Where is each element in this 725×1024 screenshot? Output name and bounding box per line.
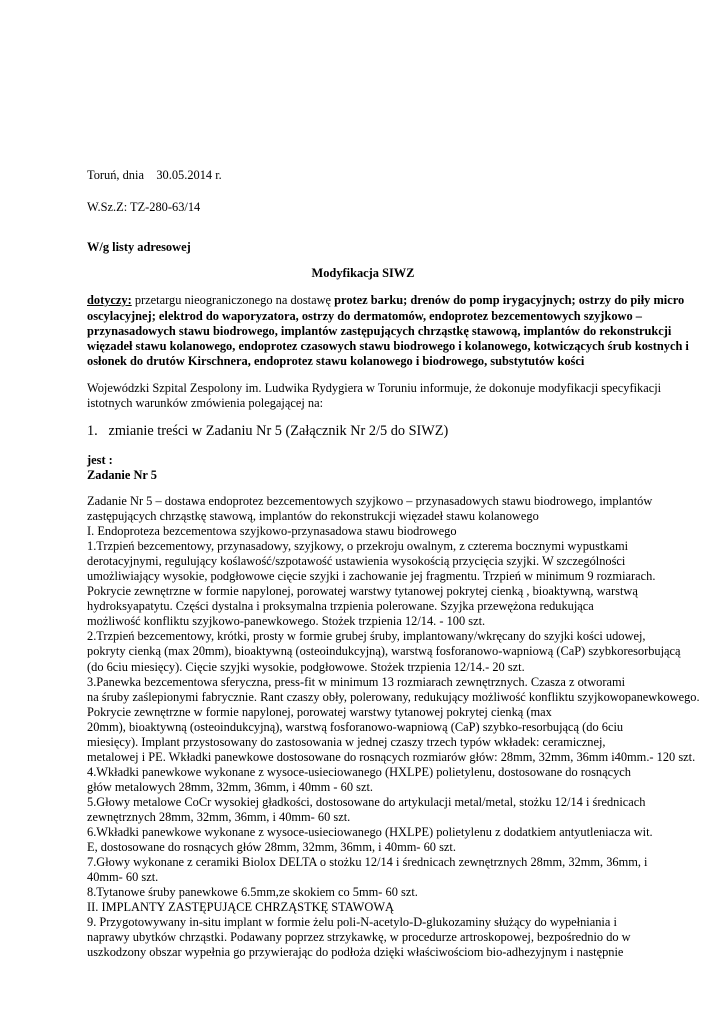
list-item-text: zmianie treści w Zadaniu Nr 5 (Załącznik Nr 2/5 do SIWZ)	[108, 423, 449, 439]
subject-line-3: przynasadowych stawu biodrowego, implantów zastępujących chrząstkę stawową, implantów do rekonstrukcji	[87, 324, 672, 338]
recipients-line: W/g listy adresowej	[87, 240, 191, 254]
body-line: hydroksyapatytu. Części dystalna i proksymalna trzpienia polerowane. Szyjka przewężona redukująca	[87, 599, 594, 614]
list-item-number: 1.	[87, 423, 98, 439]
body-line: miesięcy). Implant przystosowany do zastosowania w jednej czaszy trzech typów wkładek: ceramicznej,	[87, 734, 606, 749]
body-line: 1.Trzpień bezcementowy, przynasadowy, szyjkowy, o przekroju owalnym, z czterema bocznymi wypustkami	[87, 539, 629, 554]
body-line: Pokrycie zewnętrzne w formie napylonej, porowatej warstwy tytanowej pokrytej cienką , bioaktywną, warstwą	[87, 584, 638, 599]
body-line: (do 6ciu miesięcy). Cięcie szyjki wysokie, podgłowowe. Stożek trzpienia 12/14.- 20 szt.	[87, 659, 525, 674]
body-line: 8.Tytanowe śruby panewkowe 6.5mm,ze skokiem co 5mm- 60 szt.	[87, 885, 418, 900]
document-title: Modyfikacja SIWZ	[311, 266, 415, 280]
body-line: głów metalowych 28mm, 32mm, 36mm, i 40mm - 60 szt.	[87, 779, 373, 794]
zadanie-heading: Zadanie Nr 5	[87, 468, 157, 482]
document-date: 30.05.2014 r.	[156, 168, 222, 182]
list-item	[87, 424, 448, 439]
body-line: II. IMPLANTY ZASTĘPUJĄCE CHRZĄSTKĘ STAWOWĄ	[87, 900, 394, 915]
body-line: 3.Panewka bezcementowa sferyczna, press-fit w minimum 13 rozmiarach zewnętrznych. Czasza z otworami	[87, 674, 626, 689]
info-line-2: istotnych warunków zmówienia polegającej na:	[87, 396, 324, 410]
body-line: 20mm), bioaktywną (osteoindukcyjną), warstwą fosforanowo-wapniową (CaP) szybko-resorbującą (do 6ciu	[87, 719, 624, 734]
body-line: na śruby zaślepionymi fabrycznie. Rant czaszy obły, polerowany, redukujący możliwość konfliktu szyjkowopanewkowego.	[87, 689, 700, 704]
body-line: metalowej i PE. Wkładki panewkowe dostosowane do rosnących rozmiarów głów: 28mm, 32mm, 36mm i40mm.- 120 szt.	[87, 749, 696, 764]
body-line: 40mm- 60 szt.	[87, 870, 159, 885]
body-line: E, dostosowane do rosnących głów 28mm, 32mm, 36mm, i 40mm- 60 szt.	[87, 840, 456, 855]
body-line: możliwość konfliktu szyjkowo-panewkowego. Stożek trzpienia 12/14. - 100 szt.	[87, 614, 486, 629]
body-line: uszkodzony obszar wypełnia go przywierając do podłoża dzięki właściwościom bio-adhezyjnym i następnie	[87, 945, 624, 960]
subject-intro: przetargu nieograniczonego na dostawę	[131, 293, 335, 307]
place-date-prefix: Toruń, dnia	[87, 168, 144, 182]
subject-label: dotyczy:	[87, 293, 132, 307]
jest-label: jest :	[87, 453, 113, 467]
body-line: zastępujących chrząstkę stawową, implantów do rekonstrukcji więzadeł stawu kolanowego	[87, 509, 539, 524]
body-line: pokryty cienką (max 20mm), bioaktywną (osteoindukcyjną), warstwą fosforanowo-wapniową (CaP) szybkoresorbującą	[87, 644, 681, 659]
body-line: Zadanie Nr 5 – dostawa endoprotez bezcementowych szyjkowo – przynasadowych stawu biodrowego, implantów	[87, 494, 653, 508]
body-line: 2.Trzpień bezcementowy, krótki, prosty w formie grubej śruby, implantowany/wkręcany do szyjki kości udowej,	[87, 629, 646, 644]
body-line: 9. Przygotowywany in-situ implant w formie żelu poli-N-acetylo-D-glukozaminy służący do wypełniania i	[87, 915, 617, 930]
body-line: naprawy ubytków chrząstki. Podawany poprzez strzykawkę, w procedurze artroskopowej, bezpośrednio do w	[87, 930, 631, 945]
info-line-1: Wojewódzki Szpital Zespolony im. Ludwika Rydygiera w Toruniu informuje, że dokonuje modyfikacji specyfikacji	[87, 381, 662, 395]
subject-line-1: protez barku; drenów do pomp irygacyjnych; ostrzy do piły micro	[334, 293, 685, 307]
body-line: zewnętrznych 28mm, 32mm, 36mm, i 40mm- 60 szt.	[87, 809, 351, 824]
body-line: derotacyjnymi, regulujący koślawość/szpotawość ustawienia wysokością przycięcia szyjki. W szczególności	[87, 554, 626, 569]
specification-body	[87, 494, 700, 960]
body-line: 5.Głowy metalowe CoCr wysokiej gładkości, dostosowane do artykulacji metal/metal, stożku 12/14 i średnicach	[87, 794, 646, 809]
subject-line-2: oscylacyjnej; elektrod do waporyzatora, ostrzy do dermatomów, endoprotez bezcementowych szyjkowo –	[87, 309, 642, 323]
body-line: 6.Wkładki panewkowe wykonane z wysoce-usieciowanego (HXLPE) polietylenu z dodatkiem antyutleniacza wit.	[87, 825, 653, 840]
subject-line-5: osłonek do drutów Kirschnera, endoprotez stawu kolanowego i biodrowego, substytutów kości	[87, 354, 585, 368]
body-line: 4.Wkładki panewkowe wykonane z wysoce-usieciowanego (HXLPE) polietylenu, dostosowane do rosnących	[87, 764, 632, 779]
reference-number: W.Sz.Z: TZ-280-63/14	[87, 200, 201, 214]
body-line: umożliwiający wysokie, podgłowowe cięcie szyjki i zachowanie jej fragmentu. Trzpień w minimum 9 rozmiarach.	[87, 569, 656, 584]
body-line: 7.Głowy wykonane z ceramiki Biolox DELTA o stożku 12/14 i średnicach zewnętrznych 28mm, 32mm, 36mm, i	[87, 855, 648, 870]
subject-first-line	[87, 293, 684, 308]
body-line: Pokrycie zewnętrzne w formie napylonej, porowatej warstwy tytanowej pokrytej cienką (max	[87, 704, 552, 719]
place-date	[87, 168, 222, 183]
subject-line-4: więzadeł stawu kolanowego, endoprotez czasowych stawu biodrowego i kolanowego, kotwiczących śrub kostnych i	[87, 339, 689, 353]
body-line: I. Endoproteza bezcementowa szyjkowo-przynasadowa stawu biodrowego	[87, 524, 457, 539]
